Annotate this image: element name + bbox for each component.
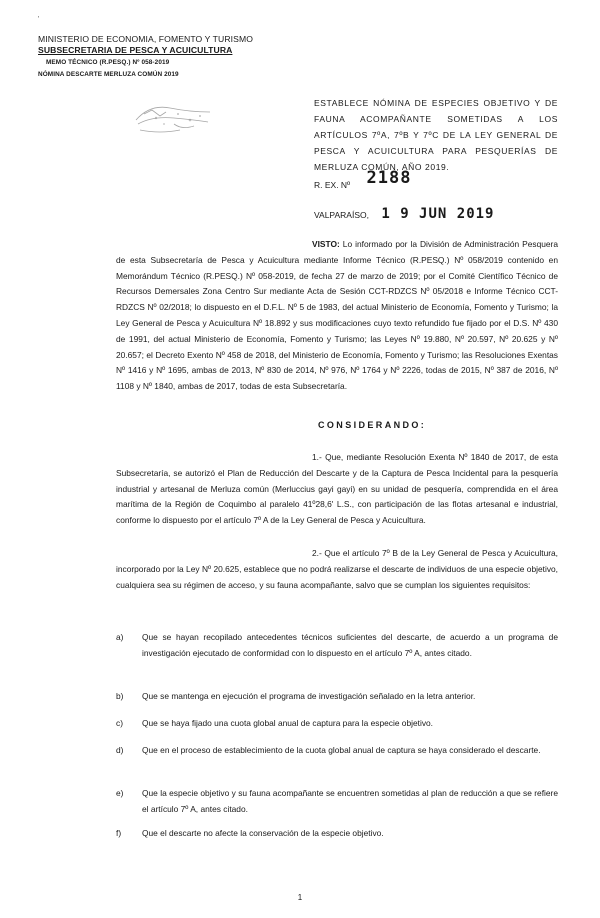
list-item-label: a) — [116, 632, 124, 642]
list-item-text: Que el descarte no afecte la conservación de la especie objetivo. — [142, 828, 384, 838]
list-item-label: b) — [116, 691, 124, 701]
list-item-text: Que se mantenga en ejecución el programa de investigación señalado en la letra anterior. — [142, 691, 476, 701]
list-item-label: f) — [116, 828, 122, 838]
date-stamp: 1 9 JUN 2019 — [381, 206, 495, 222]
list-item-label: e) — [116, 788, 124, 798]
visto-paragraph — [116, 237, 558, 395]
place-and-date — [314, 206, 495, 222]
city: VALPARAÍSO, — [314, 210, 369, 220]
subsecretaria-name: SUBSECRETARIA DE PESCA Y ACUICULTURA — [38, 45, 233, 55]
rex-number: 2188 — [366, 168, 412, 188]
memo-reference: MEMO TÉCNICO (R.PESQ.) Nº 058-2019 — [46, 59, 170, 66]
stamp-seal-icon — [130, 94, 216, 138]
list-item-label: d) — [116, 745, 124, 755]
page-number: 1 — [297, 893, 303, 902]
document-header — [38, 34, 253, 80]
considerando-paragraph-1: 1.- Que, mediante Resolución Exenta Nº 1840 de 2017, de esta Subsecretaría, se autorizó el Plan de Reducción del Descarte y de la Captura de Pesca Incidental para la pesquería industrial y artesanal de Merluza común (Merluccius gayi gayi) en su unidad de pesquería, comprendida en el área marítima de la Región de Coquimbo al paralelo 41º28,6' L.S., con participación de las flotas artesanal e industrial, conforme lo dispuesto por el artículo 7º A de la Ley General de Pesca y Acuicultura. — [116, 452, 558, 526]
considerando-heading: CONSIDERANDO: — [318, 420, 427, 430]
rex-label: R. EX. Nº — [314, 180, 351, 190]
list-item-text: Que se hayan recopilado antecedentes técnicos suficientes del descarte, de acuerdo a un programa de investigación ejecutado de conformidad con lo dispuesto en el artículo 7º A, antes citado. — [142, 632, 558, 658]
visto-text: Lo informado por la División de Administración Pesquera de esta Subsecretaría de Pesca y Acuicultura mediante Informe Técnico (R.PESQ.) Nº 058/2019 contenido en Memorándum Técnico (R.PESQ.) Nº 058-2019, de fecha 27 de marzo de 2019; por el Comité Científico Técnico de Recursos Demersales Zona Centro Sur mediante Acta de Sesión CCT-RDZCS Nº 05/2018 e Informe Técnico CCT-RDZCS Nº 02/2018; lo dispuesto en el D.F.L. Nº 5 de 1983, del actual Ministerio de Economía, Fomento y Turismo; la Ley General de Pesca y Acuicultura Nº 18.892 y sus modificaciones cuyo texto refundido fue fijado por el D.S. Nº 430 de 1991, del actual Ministerio de Economía, Fomento y Turismo; las Leyes Nº 19.880, Nº 20.597, Nº 20.625 y Nº 20.657; el Decreto Exento Nº 458 de 2018, del Ministerio de Economía, Fomento y Turismo; las Resoluciones Exentas Nº 1416 y Nº 1695, ambas de 2013, Nº 830 de 2014, Nº 976, Nº 1764 y Nº 2226, todas de 2015, Nº 387 de 2016, Nº 1108 y Nº 1840, ambas de 2017, todas de esta Subsecretaría. — [116, 239, 558, 392]
nomina-reference: NÓMINA DESCARTE MERLUZA COMÚN 2019 — [38, 71, 179, 78]
list-item-text: Que en el proceso de establecimiento de la cuota global anual de captura se haya considerado el descarte. — [142, 745, 541, 755]
scan-mark: ' — [38, 16, 40, 23]
resolution-number — [314, 168, 412, 193]
list-item-text: Que se haya fijado una cuota global anual de captura para la especie objetivo. — [142, 718, 434, 728]
visto-label: VISTO: — [312, 239, 340, 249]
list-item-label: c) — [116, 718, 123, 728]
ministry-name: MINISTERIO DE ECONOMIA, FOMENTO Y TURISMO — [38, 34, 253, 44]
resolution-title: ESTABLECE NÓMINA DE ESPECIES OBJETIVO Y DE FAUNA ACOMPAÑANTE SOMETIDAS A LOS ARTÍCULOS 7ºA, 7ºB Y 7ºC DE LA LEY GENERAL DE PESCA Y ACUICULTURA PARA PESQUERÍAS DE MERLUZA COMÚN, AÑO 2019. — [314, 98, 558, 172]
considerando-paragraph-2: 2.- Que el artículo 7º B de la Ley General de Pesca y Acuicultura, incorporado por la Ley Nº 20.625, establece que no podrá realizarse el descarte de individuos de una especie objetivo, cualquiera sea su régimen de acceso, y su fauna acompañante, salvo que se cumplan los siguientes requisitos: — [116, 548, 558, 590]
list-item-text: Que la especie objetivo y su fauna acompañante se encuentren sometidas al plan de reducción a que se refiere el artículo 7º A, antes citado. — [142, 788, 558, 814]
